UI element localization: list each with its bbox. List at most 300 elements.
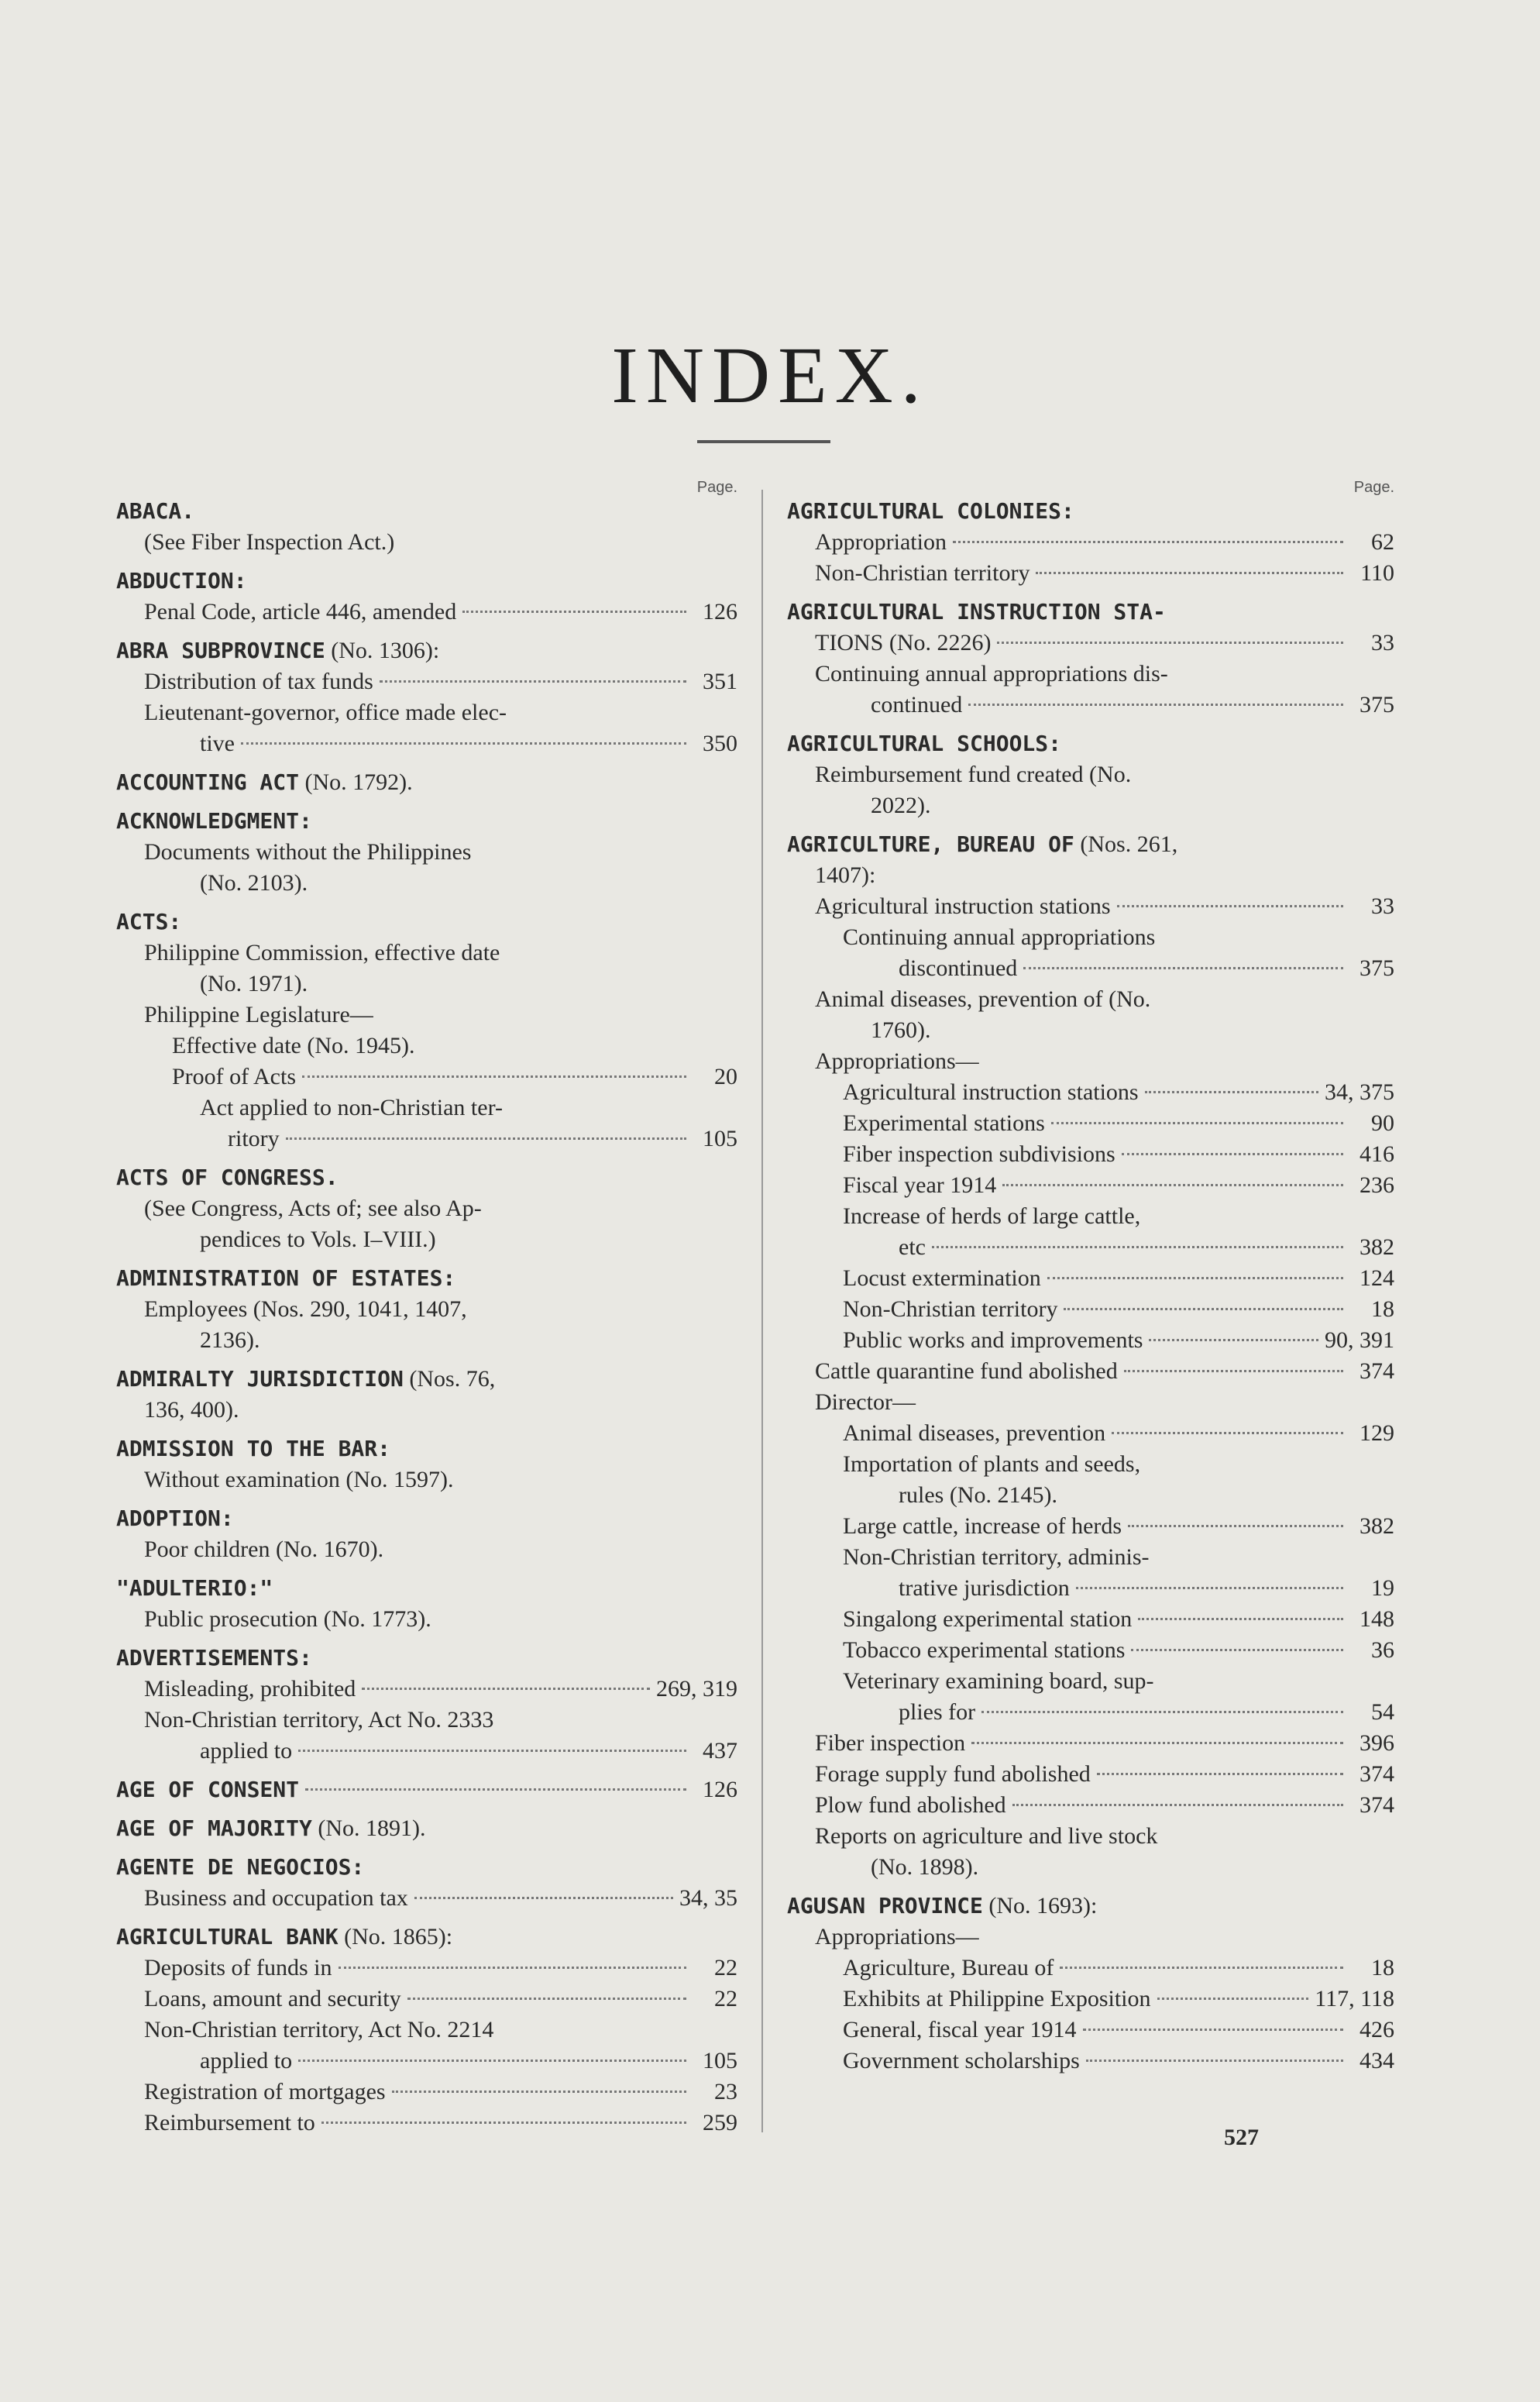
entry-text: discontinued bbox=[899, 955, 1018, 981]
entry-line bbox=[116, 1604, 737, 1635]
entry-heading: "ADULTERIO:" bbox=[116, 1575, 273, 1601]
page-ref: 382 bbox=[1360, 1513, 1394, 1539]
index-entry bbox=[116, 496, 737, 558]
entry-text: Fiber inspection subdivisions bbox=[843, 1141, 1115, 1167]
page-ref: 269, 319 bbox=[656, 1676, 737, 1702]
dot-leader bbox=[414, 1897, 673, 1899]
index-entry bbox=[787, 496, 1394, 589]
entry-line bbox=[116, 1325, 737, 1356]
index-entry bbox=[116, 767, 737, 798]
index-entry bbox=[787, 1891, 1394, 2077]
entry-line bbox=[787, 1511, 1394, 1542]
entry-text: TIONS (No. 2226) bbox=[815, 630, 992, 656]
entry-heading-text bbox=[116, 808, 312, 834]
entry-text: Agricultural instruction stations bbox=[843, 1079, 1139, 1105]
entry-heading-text bbox=[116, 769, 413, 795]
entry-text: Appropriations— bbox=[815, 1924, 979, 1949]
entry-line bbox=[116, 1883, 737, 1914]
entry-text: Appropriation bbox=[815, 529, 947, 555]
dot-leader bbox=[1128, 1525, 1343, 1527]
index-entry bbox=[787, 829, 1394, 1883]
entry-line: Veterinary examining board, sup- bbox=[843, 1668, 1154, 1694]
entry-line: Continuing annual appropriations dis- bbox=[815, 661, 1168, 687]
dot-leader bbox=[321, 2122, 686, 2124]
dot-leader bbox=[1064, 1308, 1343, 1310]
entry-text: Penal Code, article 446, amended bbox=[144, 599, 457, 625]
entry-text: 2136). bbox=[200, 1327, 260, 1353]
entry-heading: ADVERTISEMENTS: bbox=[116, 1645, 312, 1671]
entry-heading-text bbox=[116, 1265, 455, 1291]
entry-line bbox=[116, 1124, 737, 1155]
index-entry bbox=[116, 806, 737, 899]
dot-leader bbox=[380, 680, 686, 683]
entry-heading: AGENTE DE NEGOCIOS: bbox=[116, 1854, 365, 1880]
page-ref: 33 bbox=[1371, 893, 1394, 919]
entry-line bbox=[787, 628, 1394, 659]
index-entry bbox=[116, 1852, 737, 1914]
entry-line bbox=[787, 1387, 1394, 1418]
entry-text: Public works and improvements bbox=[843, 1327, 1143, 1353]
entry-heading: ABDUCTION: bbox=[116, 568, 247, 594]
entry-heading-text bbox=[787, 831, 1177, 857]
page-ref: 382 bbox=[1360, 1234, 1394, 1260]
page-ref: 375 bbox=[1360, 955, 1394, 981]
entry-line: (See Congress, Acts of; see also Ap- bbox=[144, 1196, 482, 1221]
page-ref: 126 bbox=[703, 599, 737, 625]
entry-text: Government scholarships bbox=[843, 2048, 1080, 2073]
entry-text: Deposits of funds in bbox=[144, 1955, 332, 1980]
entry-heading-line bbox=[116, 1813, 737, 1844]
entry-text: Forage supply fund abolished bbox=[815, 1761, 1091, 1787]
entry-heading: ADMINISTRATION OF ESTATES: bbox=[116, 1265, 456, 1291]
entry-heading-line bbox=[116, 1364, 737, 1395]
entry-text: rules (No. 2145). bbox=[899, 1482, 1057, 1508]
dot-leader bbox=[953, 541, 1343, 543]
index-entry bbox=[116, 1813, 737, 1844]
entry-heading-line bbox=[116, 1573, 737, 1604]
dot-leader bbox=[1138, 1618, 1343, 1620]
entry-heading-line bbox=[787, 829, 1394, 860]
dot-leader bbox=[1124, 1370, 1343, 1372]
entry-text: (No. 1898). bbox=[871, 1854, 979, 1880]
entry-line bbox=[787, 1108, 1394, 1139]
entry-heading-line bbox=[116, 635, 737, 666]
entry-line bbox=[787, 1604, 1394, 1635]
entry-heading-line bbox=[116, 907, 737, 938]
dot-leader bbox=[1051, 1122, 1343, 1124]
index-entry bbox=[116, 907, 737, 1155]
entry-heading-text bbox=[116, 1506, 234, 1531]
entry-heading-line bbox=[116, 1774, 737, 1805]
entry-heading-suffix: (Nos. 76, bbox=[403, 1366, 496, 1392]
right-column bbox=[787, 479, 1394, 2077]
entry-heading-line bbox=[116, 1852, 737, 1883]
entry-heading: AGRICULTURE, BUREAU OF bbox=[787, 831, 1074, 857]
entry-text: Fiscal year 1914 bbox=[843, 1172, 997, 1198]
entry-line bbox=[116, 1031, 737, 1062]
dot-leader bbox=[392, 2091, 686, 2093]
entry-heading: ACTS: bbox=[116, 909, 182, 934]
entry-text: Distribution of tax funds bbox=[144, 669, 373, 694]
entry-text: Proof of Acts bbox=[172, 1064, 296, 1089]
entry-heading: AGRICULTURAL INSTRUCTION STA- bbox=[787, 599, 1166, 625]
entry-heading-text bbox=[116, 1366, 495, 1392]
entry-line bbox=[787, 1294, 1394, 1325]
entry-line bbox=[787, 2046, 1394, 2077]
dot-leader bbox=[1117, 905, 1343, 907]
page-ref: 90, 391 bbox=[1325, 1327, 1394, 1353]
index-entry bbox=[116, 1922, 737, 2139]
page-ref: 20 bbox=[714, 1064, 737, 1089]
entry-line bbox=[787, 558, 1394, 589]
right-entries bbox=[787, 496, 1394, 2077]
entry-heading-line bbox=[787, 597, 1394, 628]
index-entry bbox=[116, 1503, 737, 1565]
index-entry bbox=[116, 1643, 737, 1767]
dot-leader bbox=[1083, 2029, 1343, 2031]
page-ref: 350 bbox=[703, 731, 737, 756]
page-ref: 124 bbox=[1360, 1265, 1394, 1291]
entry-heading: ADMISSION TO THE BAR: bbox=[116, 1436, 391, 1461]
entry-text: Locust extermination bbox=[843, 1265, 1041, 1291]
entry-heading: AGRICULTURAL BANK bbox=[116, 1924, 339, 1949]
entry-line bbox=[787, 1015, 1394, 1046]
entry-text: (See Fiber Inspection Act.) bbox=[144, 529, 395, 555]
entry-line bbox=[787, 1984, 1394, 2015]
entry-heading-line bbox=[116, 1503, 737, 1534]
entry-line bbox=[787, 1922, 1394, 1953]
entry-heading-line bbox=[116, 1263, 737, 1294]
entry-line bbox=[787, 1697, 1394, 1728]
dot-leader bbox=[1047, 1277, 1343, 1279]
entry-line bbox=[787, 1232, 1394, 1263]
index-entry bbox=[116, 1774, 737, 1805]
index-entry bbox=[116, 1263, 737, 1356]
page-number: 527 bbox=[1224, 2125, 1259, 2150]
page-ref: 18 bbox=[1371, 1296, 1394, 1322]
entry-line bbox=[787, 1953, 1394, 1984]
page-title: INDEX. bbox=[611, 331, 929, 420]
entry-line bbox=[787, 2015, 1394, 2046]
dot-leader bbox=[1157, 1998, 1309, 2000]
entry-text: Fiber inspection bbox=[815, 1730, 966, 1756]
entry-text: trative jurisdiction bbox=[899, 1575, 1070, 1601]
entry-text: Loans, amount and security bbox=[144, 1986, 401, 2011]
page-ref: 90 bbox=[1371, 1110, 1394, 1136]
dot-leader bbox=[1097, 1773, 1343, 1775]
entry-line bbox=[787, 1728, 1394, 1759]
dot-leader bbox=[462, 611, 686, 613]
index-entry bbox=[116, 1364, 737, 1426]
entry-text: Appropriations— bbox=[815, 1048, 979, 1074]
page-ref: 34, 375 bbox=[1325, 1079, 1394, 1105]
entry-heading-line bbox=[116, 1433, 737, 1464]
entry-text: Cattle quarantine fund abolished bbox=[815, 1358, 1118, 1384]
page-ref: 117, 118 bbox=[1315, 1986, 1394, 2011]
entry-line bbox=[787, 1356, 1394, 1387]
entry-heading-text bbox=[116, 909, 181, 934]
entry-line: Act applied to non-Christian ter- bbox=[200, 1095, 503, 1120]
entry-line: Documents without the Philippines bbox=[144, 839, 472, 865]
index-entry bbox=[787, 597, 1394, 721]
entry-text: (No. 1971). bbox=[200, 971, 308, 996]
entry-line bbox=[116, 527, 737, 558]
entry-text: Non-Christian territory bbox=[815, 560, 1030, 586]
entry-line bbox=[116, 666, 737, 697]
dot-leader bbox=[981, 1711, 1343, 1713]
entry-heading: ACTS OF CONGRESS. bbox=[116, 1165, 339, 1190]
entry-text: (No. 2103). bbox=[200, 870, 308, 896]
dot-leader bbox=[1060, 1967, 1343, 1969]
entry-heading: AGE OF MAJORITY bbox=[116, 1815, 312, 1841]
entry-line bbox=[787, 1635, 1394, 1666]
entry-line: Non-Christian territory, adminis- bbox=[843, 1544, 1150, 1570]
entry-line bbox=[116, 1674, 737, 1705]
index-entry bbox=[116, 1433, 737, 1495]
entry-line bbox=[787, 1139, 1394, 1170]
entry-line: Non-Christian territory, Act No. 2333 bbox=[144, 1707, 494, 1733]
entry-heading-suffix: (No. 1865): bbox=[338, 1924, 453, 1949]
entry-heading-text bbox=[116, 1815, 426, 1841]
entry-text: pendices to Vols. I–VIII.) bbox=[200, 1227, 436, 1252]
entry-heading-line bbox=[787, 1891, 1394, 1922]
dot-leader bbox=[302, 1075, 686, 1078]
entry-text: tive bbox=[200, 731, 235, 756]
title-rule bbox=[697, 440, 830, 443]
dot-leader bbox=[241, 742, 686, 745]
entry-text: 2022). bbox=[871, 793, 931, 818]
entry-heading: ADMIRALTY JURISDICTION bbox=[116, 1366, 404, 1392]
entry-heading-text bbox=[116, 568, 247, 594]
entry-text: applied to bbox=[200, 1738, 293, 1764]
page-ref: 36 bbox=[1371, 1637, 1394, 1663]
page-ref: 437 bbox=[703, 1738, 737, 1764]
entry-line: Philippine Commission, effective date bbox=[144, 940, 500, 965]
entry-text: 1760). bbox=[871, 1017, 931, 1043]
dot-leader bbox=[1131, 1649, 1343, 1651]
entry-heading: AGRICULTURAL SCHOOLS: bbox=[787, 731, 1062, 756]
entry-heading-text bbox=[116, 1924, 452, 1949]
entry-line bbox=[787, 1418, 1394, 1449]
entry-heading-line bbox=[116, 566, 737, 597]
page-ref: 54 bbox=[1371, 1699, 1394, 1725]
entry-heading-suffix: (No. 1693): bbox=[982, 1893, 1098, 1919]
entry-heading-text bbox=[116, 1645, 312, 1671]
page-ref: 33 bbox=[1371, 630, 1394, 656]
dot-leader bbox=[1036, 572, 1343, 574]
entry-line bbox=[116, 969, 737, 1000]
dot-leader bbox=[1149, 1339, 1318, 1341]
dot-leader bbox=[305, 1788, 686, 1791]
page-ref: 426 bbox=[1360, 2017, 1394, 2042]
entry-heading-suffix: (No. 1306): bbox=[325, 638, 440, 663]
left-column bbox=[116, 479, 737, 2139]
dot-leader bbox=[1145, 1091, 1318, 1093]
column-divider bbox=[761, 490, 763, 2132]
dot-leader bbox=[1023, 967, 1343, 969]
entry-text: Agricultural instruction stations bbox=[815, 893, 1111, 919]
index-entry bbox=[116, 635, 737, 759]
entry-heading-text bbox=[116, 1854, 364, 1880]
entry-heading: ABRA SUBPROVINCE bbox=[116, 638, 325, 663]
page-ref: 374 bbox=[1360, 1358, 1394, 1384]
entry-line: Increase of herds of large cattle, bbox=[843, 1203, 1141, 1229]
entry-line: Non-Christian territory, Act No. 2214 bbox=[144, 2017, 494, 2042]
dot-leader bbox=[298, 2060, 686, 2062]
entry-line: Reimbursement fund created (No. bbox=[815, 762, 1132, 787]
dot-leader bbox=[339, 1967, 687, 1969]
entry-heading-text bbox=[116, 1575, 273, 1601]
page-ref: 126 bbox=[703, 1777, 737, 1802]
dot-leader bbox=[997, 642, 1343, 644]
entry-heading-text bbox=[787, 599, 1166, 625]
entry-heading-line bbox=[787, 728, 1394, 759]
entry-heading: AGRICULTURAL COLONIES: bbox=[787, 498, 1074, 524]
dot-leader bbox=[362, 1688, 650, 1690]
entry-text: Philippine Legislature— bbox=[144, 1002, 373, 1027]
entry-line bbox=[787, 1170, 1394, 1201]
entry-line bbox=[787, 1077, 1394, 1108]
entry-line bbox=[787, 1046, 1394, 1077]
dot-leader bbox=[971, 1742, 1343, 1744]
entry-text: ritory bbox=[228, 1126, 280, 1151]
entry-heading-continuation: 1407): bbox=[815, 862, 876, 888]
entry-line bbox=[116, 1464, 737, 1495]
page-ref: 34, 35 bbox=[679, 1885, 737, 1911]
entry-text: Plow fund abolished bbox=[815, 1792, 1006, 1818]
entry-line bbox=[116, 868, 737, 899]
entry-heading-text bbox=[116, 1774, 299, 1805]
page-ref: 416 bbox=[1360, 1141, 1394, 1167]
entry-heading-line bbox=[116, 1922, 737, 1953]
page-ref: 259 bbox=[703, 2110, 737, 2135]
page-ref: 434 bbox=[1360, 2048, 1394, 2073]
page-ref: 110 bbox=[1360, 560, 1394, 586]
page-column-heading: Page. bbox=[696, 479, 737, 496]
page-ref: 374 bbox=[1360, 1761, 1394, 1787]
entry-heading-text bbox=[116, 1436, 390, 1461]
entry-heading-text bbox=[116, 498, 194, 524]
entry-heading-line bbox=[787, 496, 1394, 527]
entry-heading: ACKNOWLEDGMENT: bbox=[116, 808, 312, 834]
entry-line bbox=[116, 597, 737, 628]
entry-line bbox=[116, 1000, 737, 1031]
entry-text: Business and occupation tax bbox=[144, 1885, 408, 1911]
entry-heading-suffix: (Nos. 261, bbox=[1074, 831, 1178, 857]
dot-leader bbox=[1012, 1804, 1343, 1806]
entry-heading-text bbox=[116, 638, 439, 663]
dot-leader bbox=[286, 1137, 686, 1140]
dot-leader bbox=[1002, 1184, 1343, 1186]
page-ref: 23 bbox=[714, 2079, 737, 2104]
entry-line bbox=[787, 1480, 1394, 1511]
entry-line bbox=[116, 1736, 737, 1767]
entry-heading: AGE OF CONSENT bbox=[116, 1777, 300, 1802]
page-ref: 236 bbox=[1360, 1172, 1394, 1198]
entry-line bbox=[787, 1325, 1394, 1356]
entry-text: continued bbox=[871, 692, 963, 718]
entry-heading-line bbox=[116, 496, 737, 527]
page-ref: 148 bbox=[1360, 1606, 1394, 1632]
index-entry bbox=[787, 728, 1394, 821]
page-ref: 374 bbox=[1360, 1792, 1394, 1818]
entry-heading-line bbox=[116, 767, 737, 798]
entry-heading: ABACA. bbox=[116, 498, 195, 524]
index-entry bbox=[116, 566, 737, 628]
entry-line bbox=[787, 1263, 1394, 1294]
entry-line bbox=[116, 728, 737, 759]
entry-heading-line bbox=[116, 1643, 737, 1674]
entry-heading-text bbox=[787, 1893, 1097, 1919]
entry-line bbox=[787, 1759, 1394, 1790]
left-entries bbox=[116, 496, 737, 2139]
dot-leader bbox=[932, 1246, 1343, 1248]
page-ref: 18 bbox=[1371, 1955, 1394, 1980]
entry-line bbox=[116, 2108, 737, 2139]
entry-heading: ADOPTION: bbox=[116, 1506, 234, 1531]
dot-leader bbox=[1112, 1432, 1343, 1434]
page-column-heading: Page. bbox=[1353, 479, 1394, 496]
page-ref: 22 bbox=[714, 1986, 737, 2011]
entry-line bbox=[116, 1984, 737, 2015]
entry-text: Misleading, prohibited bbox=[144, 1676, 356, 1702]
entry-text: applied to bbox=[200, 2048, 293, 2073]
page-ref: 105 bbox=[703, 1126, 737, 1151]
entry-heading-text bbox=[787, 731, 1061, 756]
dot-leader bbox=[298, 1750, 686, 1752]
entry-text: Tobacco experimental stations bbox=[843, 1637, 1126, 1663]
dot-leader bbox=[1086, 2060, 1343, 2062]
entry-text: General, fiscal year 1914 bbox=[843, 2017, 1077, 2042]
entry-heading-continuation: 136, 400). bbox=[144, 1397, 239, 1423]
page-ref: 62 bbox=[1371, 529, 1394, 555]
entry-line: Animal diseases, prevention of (No. bbox=[815, 986, 1151, 1012]
entry-heading: ACCOUNTING ACT bbox=[116, 769, 300, 795]
page-ref: 22 bbox=[714, 1955, 737, 1980]
page-ref: 105 bbox=[703, 2048, 737, 2073]
entry-line bbox=[787, 1852, 1394, 1883]
entry-line bbox=[116, 2077, 737, 2108]
page-ref: 351 bbox=[703, 669, 737, 694]
entry-text: Poor children (No. 1670). bbox=[144, 1537, 384, 1562]
entry-text: Effective date (No. 1945). bbox=[172, 1033, 415, 1058]
entry-text: Exhibits at Philippine Exposition bbox=[843, 1986, 1151, 2011]
entry-heading-text bbox=[116, 1165, 339, 1190]
entry-line bbox=[116, 1224, 737, 1255]
entry-heading-suffix: (No. 1792). bbox=[299, 769, 413, 795]
entry-heading: AGUSAN PROVINCE bbox=[787, 1893, 983, 1919]
page-ref: 19 bbox=[1371, 1575, 1394, 1601]
index-entry bbox=[116, 1573, 737, 1635]
entry-line: Continuing annual appropriations bbox=[843, 924, 1156, 950]
entry-line bbox=[787, 1790, 1394, 1821]
entry-line bbox=[116, 2046, 737, 2077]
entry-line: Importation of plants and seeds, bbox=[843, 1451, 1141, 1477]
entry-text: Public prosecution (No. 1773). bbox=[144, 1606, 431, 1632]
dot-leader bbox=[1122, 1153, 1343, 1155]
entry-heading-suffix: (No. 1891). bbox=[311, 1815, 426, 1841]
entry-text: Agriculture, Bureau of bbox=[843, 1955, 1054, 1980]
page-ref: 129 bbox=[1360, 1420, 1394, 1446]
entry-text: Reimbursement to bbox=[144, 2110, 315, 2135]
entry-line bbox=[787, 527, 1394, 558]
page-ref: 396 bbox=[1360, 1730, 1394, 1756]
dot-leader bbox=[407, 1998, 686, 2000]
entry-heading-line bbox=[116, 806, 737, 837]
entry-line: Reports on agriculture and live stock bbox=[815, 1823, 1158, 1849]
entry-text: Animal diseases, prevention bbox=[843, 1420, 1106, 1446]
entry-line bbox=[787, 891, 1394, 922]
